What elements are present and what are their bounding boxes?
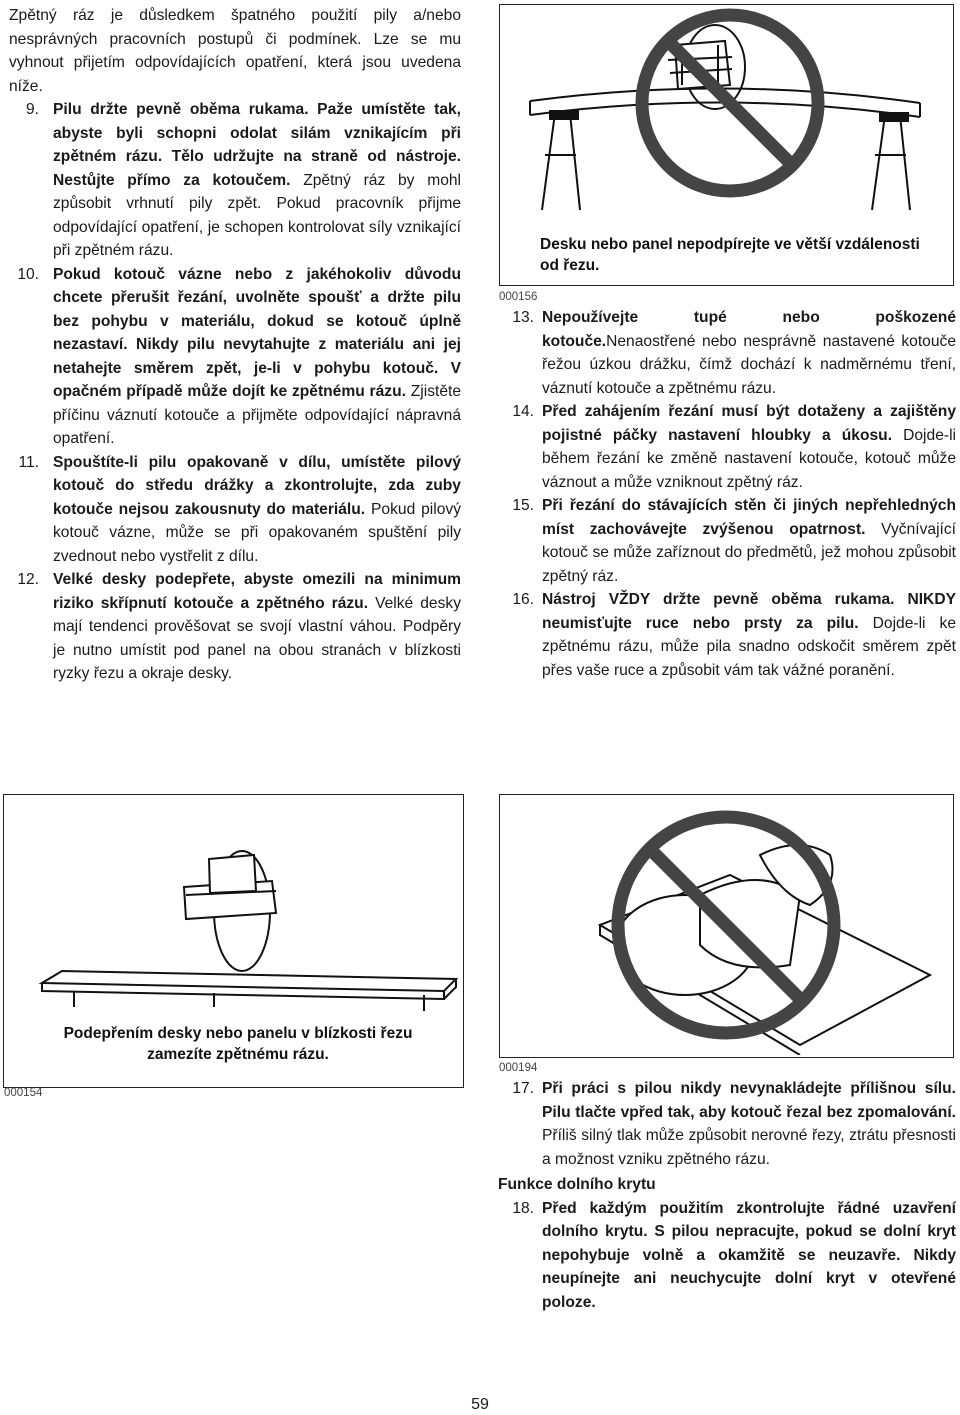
list-item-13 xyxy=(498,306,956,400)
item-text: Dojde-li ke zpětnému rázu, může pila snadno odskočit směrem zpět přes vaše ruce a způsobit vám tak vážné poranění. xyxy=(542,614,956,679)
item-warning-bold: Nepoužívejte tupé nebo poškozené kotouče. xyxy=(542,309,956,350)
left-text-column xyxy=(9,4,461,686)
list-item-10 xyxy=(9,263,461,451)
figure-hands-behind-saw xyxy=(499,794,954,1058)
item-number: 12. xyxy=(17,571,39,588)
list-item-15 xyxy=(498,494,956,588)
saw-on-sagging-board-illustration xyxy=(500,5,952,225)
figure-unsupported-panel xyxy=(499,4,954,286)
figure-code: 000156 xyxy=(499,291,538,303)
item-warning-bold: Pokud kotouč vázne nebo z jakéhokoliv důvodu chcete přerušit řezání, uvolněte spoušť a držte pilu bez pohybu v materiálu, dokud se kotouč úplně nezastaví. Nikdy pilu nevytahujte z materiálu ani jej netahejte směrem zpět, je-li v pohybu kotouč. V opačném případě může dojít ke zpětnému rázu. xyxy=(53,265,461,400)
section-heading: Funkce dolního krytu xyxy=(498,1176,656,1193)
list-item-17 xyxy=(498,1077,956,1171)
item-warning-bold: Spouštíte-li pilu opakovaně v dílu, umístěte pilový kotouč do středu drážky a zkontrolujte, zda zuby kotouče nejsou zakousnuty do materiálu. xyxy=(53,453,461,518)
saw-on-supported-board-illustration xyxy=(4,795,462,1015)
figure-code: 000154 xyxy=(4,1087,43,1099)
item-text: Zjistěte příčinu váznutí kotouče a přijměte odpovídající nápravná opatření. xyxy=(53,383,462,447)
figure-caption: Desku nebo panel nepodpírejte ve větší vzdálenosti od řezu. xyxy=(540,236,920,274)
item-text: Vyčnívající kotouč se může zaříznout do předmětů, jež mohou způsobit zpětný ráz. xyxy=(542,520,957,585)
item-warning-bold: Při řezání do stávajících stěn či jiných nepřehledných míst zachovávejte zvýšenou opatrnost. xyxy=(542,497,956,538)
list-item-16 xyxy=(498,588,956,682)
item-number: 16. xyxy=(512,591,534,608)
item-warning-bold: Pilu držte pevně oběma rukama. Paže umístěte tak, abyste byli schopni odolat silám vznikajícím při zpětném rázu. Tělo udržujte na straně od nástroje. Nestůjte přímo za kotoučem. xyxy=(53,101,461,189)
item-text: Zpětný ráz by mohl způsobit vrhnutí pily zpět. Pokud pracovník přijme odpovídající opatření, je schopen kontrolovat síly vznikající při zpětném rázu. xyxy=(53,171,461,259)
item-number: 10. xyxy=(17,265,39,283)
right-text-column-lower xyxy=(498,1077,956,1314)
page-number: 59 xyxy=(471,1396,489,1413)
item-number: 15. xyxy=(512,497,534,514)
item-text: Nenaostřené nebo nesprávně nastavené kotouče řežou úzkou drážku, čímž dochází k nadměrnému tření, váznutí kotouče a zpětnému rázu. xyxy=(542,332,956,397)
item-text: Velké desky mají tendenci prověšovat se svojí vlastní váhou. Podpěry je nutno umístit pod panel na obou stranách v blízkosti ryzky řezu a okraje desky. xyxy=(53,594,461,682)
item-warning-bold: Před každým použitím zkontrolujte řádné uzavření dolního krytu. S pilou nepracujte, pokud se dolní kryt nepohybuje volně a okamžitě se neuzavře. Nikdy neupínejte ani neuchycujte dolní kryt v otevřené poloze. xyxy=(542,1199,956,1311)
item-warning-bold: Velké desky podepřete, abyste omezili na minimum riziko skřípnutí kotouče a zpětného rázu. xyxy=(53,571,461,612)
item-warning-bold: Nástroj VŽDY držte pevně oběma rukama. NIKDY neumisťujte ruce nebo prsty za pilu. xyxy=(542,591,956,632)
item-number: 17. xyxy=(512,1080,534,1097)
item-text: Dojde-li během řezání ke změně nastavení kotouče, kotouč může váznout a může vzniknout zpětný ráz. xyxy=(542,426,956,491)
list-item-11 xyxy=(9,451,461,569)
item-number: 18. xyxy=(512,1199,534,1217)
item-text: Pokud pilový kotouč vázne, může se při opakovaném spuštění pily zvednout nebo vystřelit z dílu. xyxy=(53,500,461,565)
figure-code: 000194 xyxy=(499,1062,538,1074)
figure-supported-panel xyxy=(3,794,464,1099)
item-number: 14. xyxy=(512,403,534,420)
figure-caption: Podepřením desky nebo panelu v blízkosti řezu zamezíte zpětnému rázu. xyxy=(63,1025,413,1063)
right-text-column-upper xyxy=(498,306,956,682)
intro-paragraph: Zpětný ráz je důsledkem špatného použití pily a/nebo nesprávných pracovních postupů či podmínek. Lze se mu vyhnout přijetím odpovídajících opatření, která jsou uvedena níže. xyxy=(9,7,461,95)
item-number: 11. xyxy=(18,453,39,471)
item-number: 9. xyxy=(25,101,39,118)
list-item-18 xyxy=(498,1197,956,1315)
item-number: 13. xyxy=(512,309,534,326)
item-warning-bold: Před zahájením řezání musí být dotaženy a zajištěny pojistné páčky nastavení hloubky a úkosu. xyxy=(542,403,956,444)
item-warning-bold: Při práci s pilou nikdy nevynakládejte přílišnou sílu. Pilu tlačte vpřed tak, aby kotouč řezal bez zpomalování. xyxy=(542,1080,956,1121)
item-text: Příliš silný tlak může způsobit nerovné řezy, ztrátu přesnosti a možnost vzniku zpětného rázu. xyxy=(542,1127,956,1168)
list-item-12 xyxy=(9,568,461,686)
hands-behind-saw-illustration xyxy=(500,795,952,1055)
list-item-14 xyxy=(498,400,956,494)
list-item-9 xyxy=(9,98,461,263)
